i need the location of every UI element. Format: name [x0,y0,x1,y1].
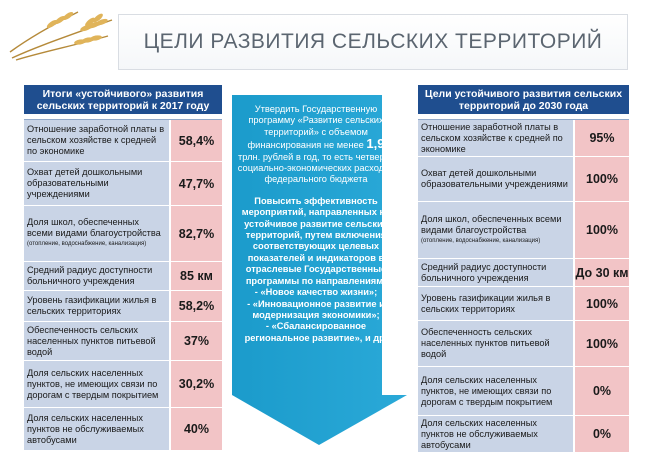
target-label: Средний радиус доступности больничного учреждения [418,259,573,286]
indicator-value: 82,7% [169,206,222,261]
target-label: Охват детей дошкольными образовательными учреждениями [418,157,573,201]
target-value: До 30 км [573,259,629,286]
target-label: Обеспеченность сельских населенных пунктов питьевой водой [418,321,573,366]
right-column-header: Цели устойчивого развития сельских территорий до 2030 года [418,85,629,114]
indicator-value: 85 км [169,262,222,290]
target-label: Доля сельских населенных пунктов, не имеющих связи по дорогам с твердым покрытием [418,367,573,415]
center-arrow-text [236,104,396,344]
target-value: 95% [573,120,629,156]
indicator-label: Отношение заработной платы в сельском хозяйстве к средней по экономике [24,120,169,161]
right-targets-table [418,119,629,453]
table-row [24,262,222,291]
target-value: 100% [573,202,629,258]
table-row [418,259,629,287]
indicator-label: Доля сельских населенных пунктов не обслуживаемых автобусами [24,408,169,450]
title-box [118,14,628,70]
target-label: Уровень газификации жилья в сельских территориях [418,287,573,320]
table-row [24,291,222,322]
indicator-value: 58,4% [169,120,222,161]
program-paragraph: Утвердить Государственную программу «Развитие сельских территорий» с объемом финансирования не менее 1,9 трлн. рублей в год, то есть четверти социально-экономических расходов федерального бюджета [237,104,395,185]
table-row [24,120,222,162]
left-indicators-table [24,119,222,451]
left-column-header: Итоги «устойчивого» развития сельских территорий к 2017 году [24,85,222,114]
indicator-label: Доля школ, обеспеченных всеми видами благоустройства (отопление, водоснабжение, канализация) [24,206,169,261]
indicator-label: Обеспеченность сельских населенных пунктов питьевой водой [24,322,169,360]
target-note: (отопление, водоснабжение, канализация) [421,237,541,244]
target-value: 100% [573,157,629,201]
table-row [24,361,222,408]
target-value: 0% [573,367,629,415]
table-row [24,408,222,451]
efficiency-paragraph: Повысить эффективность мероприятий, направленных на устойчивое развитие сельских территорий, путем включения соответствующих целевых показателей и индикаторов в отраслевые Государственные программы по направлениям: [241,195,391,286]
table-row [418,416,629,453]
table-row [418,367,629,416]
target-value: 100% [573,321,629,366]
table-row [24,162,222,206]
table-row [418,202,629,259]
page-title: ЦЕЛИ РАЗВИТИЯ СЕЛЬСКИХ ТЕРРИТОРИЙ [143,30,603,53]
target-value: 0% [573,416,629,452]
table-row [418,120,629,157]
table-row [418,287,629,321]
direction-list [236,287,396,344]
list-item: - «Инновационное развитие и модернизация экономики»; [247,298,385,320]
indicator-value: 40% [169,408,222,450]
indicator-value: 37% [169,322,222,360]
list-item: - «Новое качество жизни»; [254,287,378,298]
indicator-note: (отопление, водоснабжение, канализация) [27,241,147,247]
indicator-value: 30,2% [169,361,222,407]
target-label: Отношение заработной платы в сельском хозяйстве к средней по экономике [418,120,573,156]
target-value: 100% [573,287,629,320]
target-label: Доля школ, обеспеченных всеми видами благоустройства (отопление, водоснабжение, канализация) [418,202,573,258]
indicator-value: 47,7% [169,162,222,205]
table-row [418,157,629,202]
indicator-label: Охват детей дошкольными образовательными учреждениями [24,162,169,205]
list-item: - «Сбалансированное региональное развитие», и др. [244,321,388,343]
table-row [418,321,629,367]
table-row [24,206,222,262]
indicator-value: 58,2% [169,291,222,321]
indicator-label: Уровень газификации жилья в сельских территориях [24,291,169,321]
target-label: Доля сельских населенных пунктов не обслуживаемых автобусами [418,416,573,452]
indicator-label: Средний радиус доступности больничного учреждения [24,262,169,290]
funding-amount: 1,9 [366,136,385,152]
wheat-icon [8,6,116,64]
table-row [24,322,222,361]
indicator-label: Доля сельских населенных пунктов, не имеющих связи по дорогам с твердым покрытием [24,361,169,407]
